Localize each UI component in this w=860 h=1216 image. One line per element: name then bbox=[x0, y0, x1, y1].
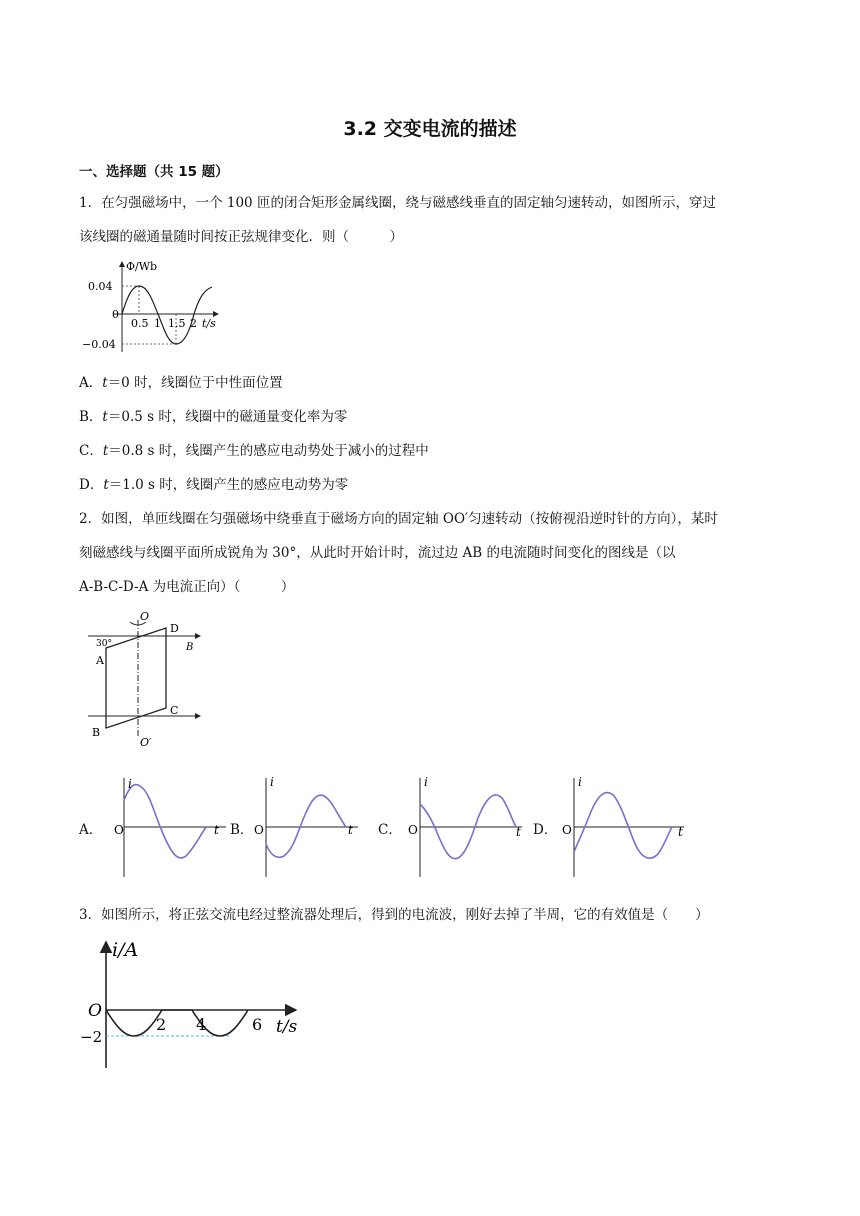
q2-coil-figure bbox=[82, 608, 207, 748]
q2-choice-c-letter: C． bbox=[378, 822, 402, 838]
q2-c-t-label: t bbox=[516, 825, 521, 839]
q2-corner-a: A bbox=[96, 654, 104, 667]
q2-a-i-label: i bbox=[128, 777, 132, 791]
q1-option-a: A．t＝0 时，线圈位于中性面位置 bbox=[79, 375, 283, 391]
q1-y-label: Φ/Wb bbox=[126, 260, 158, 273]
q1-text-line1: 1．在匀强磁场中，一个 100 匝的闭合矩形金属线圈，绕与磁感线垂直的固定轴匀速转动，如图所示，穿过 bbox=[79, 195, 716, 211]
q2-field-label: B bbox=[186, 642, 194, 653]
q3-tick-6: 6 bbox=[252, 1015, 263, 1034]
q1-option-b: B．t＝0.5 s 时，线圈中的磁通量变化率为零 bbox=[79, 409, 348, 425]
q3-current-graph bbox=[76, 936, 306, 1076]
q1-tick-2: 1.5 bbox=[168, 317, 186, 330]
q2-corner-c: C bbox=[170, 704, 179, 717]
q2-d-origin: O bbox=[562, 823, 572, 837]
q1-flux-curve bbox=[122, 286, 212, 344]
q1-y-min: −0.04 bbox=[82, 338, 116, 351]
section-heading: 一、选择题（共 15 题） bbox=[79, 164, 229, 180]
q2-choice-a-graph bbox=[110, 772, 230, 880]
q1-y-max: 0.04 bbox=[88, 280, 113, 293]
q2-choice-b-graph bbox=[252, 772, 362, 880]
q3-min-label: −2 bbox=[80, 1028, 103, 1046]
q1-flux-graph bbox=[82, 256, 222, 356]
q1-option-c: C．t＝0.8 s 时，线圈产生的感应电动势处于减小的过程中 bbox=[79, 443, 429, 459]
q2-axis-o-prime: O′ bbox=[140, 736, 152, 748]
q1-origin: 0 bbox=[112, 308, 119, 321]
q2-choice-d-letter: D． bbox=[533, 822, 558, 838]
q1-tick-0: 0.5 bbox=[131, 317, 149, 330]
q3-x-label: t/s bbox=[276, 1017, 298, 1037]
q2-b-t-label: t bbox=[348, 823, 353, 837]
q2-a-t-label: t bbox=[214, 823, 219, 837]
q2-corner-b: B bbox=[92, 726, 101, 739]
q3-origin: O bbox=[88, 1001, 102, 1021]
q3-y-label: i/A bbox=[112, 939, 139, 961]
q2-choice-c-graph bbox=[406, 772, 526, 880]
q2-c-origin: O bbox=[408, 823, 418, 837]
q3-tick-4: 4 bbox=[196, 1015, 207, 1034]
q1-option-d: D．t＝1.0 s 时，线圈产生的感应电动势为零 bbox=[79, 477, 349, 493]
q2-choice-d-graph bbox=[560, 772, 690, 880]
q2-text-line1: 2．如图，单匝线圈在匀强磁场中绕垂直于磁场方向的固定轴 OO′匀速转动（按俯视沿逆时针的方向），某时 bbox=[79, 511, 718, 527]
q2-axis-o: O bbox=[140, 610, 150, 623]
q2-text-line3: A-B-C-D-A 为电流正向）（ ） bbox=[79, 579, 295, 595]
q2-text-line2: 刻磁感线与线圈平面所成锐角为 30°，从此时开始计时，流过边 AB 的电流随时间变化的图线是（以 bbox=[79, 545, 676, 561]
q2-corner-d: D bbox=[170, 622, 179, 635]
q2-b-origin: O bbox=[254, 823, 264, 837]
q2-choice-b-letter: B． bbox=[230, 822, 254, 838]
page-title: 3.2 交变电流的描述 bbox=[343, 118, 517, 140]
q1-tick-1: 1 bbox=[154, 317, 161, 330]
q2-choice-a-letter: A． bbox=[79, 822, 103, 838]
q1-text-line2: 该线圈的磁通量随时间按正弦规律变化．则（ ） bbox=[79, 229, 403, 245]
q2-c-i-label: i bbox=[424, 775, 428, 789]
q3-tick-2: 2 bbox=[156, 1015, 167, 1034]
q1-x-label: t/s bbox=[202, 317, 216, 330]
q2-b-i-label: i bbox=[270, 775, 274, 789]
q3-text-line1: 3．如图所示，将正弦交流电经过整流器处理后，得到的电流波，刚好去掉了半周，它的有效值是（ ） bbox=[79, 907, 709, 923]
q1-tick-3: 2 bbox=[190, 317, 197, 330]
q2-d-t-label: t bbox=[678, 825, 683, 839]
q2-d-i-label: i bbox=[578, 775, 582, 789]
q2-angle-label: 30° bbox=[96, 639, 112, 649]
q2-a-origin: O bbox=[114, 823, 124, 837]
